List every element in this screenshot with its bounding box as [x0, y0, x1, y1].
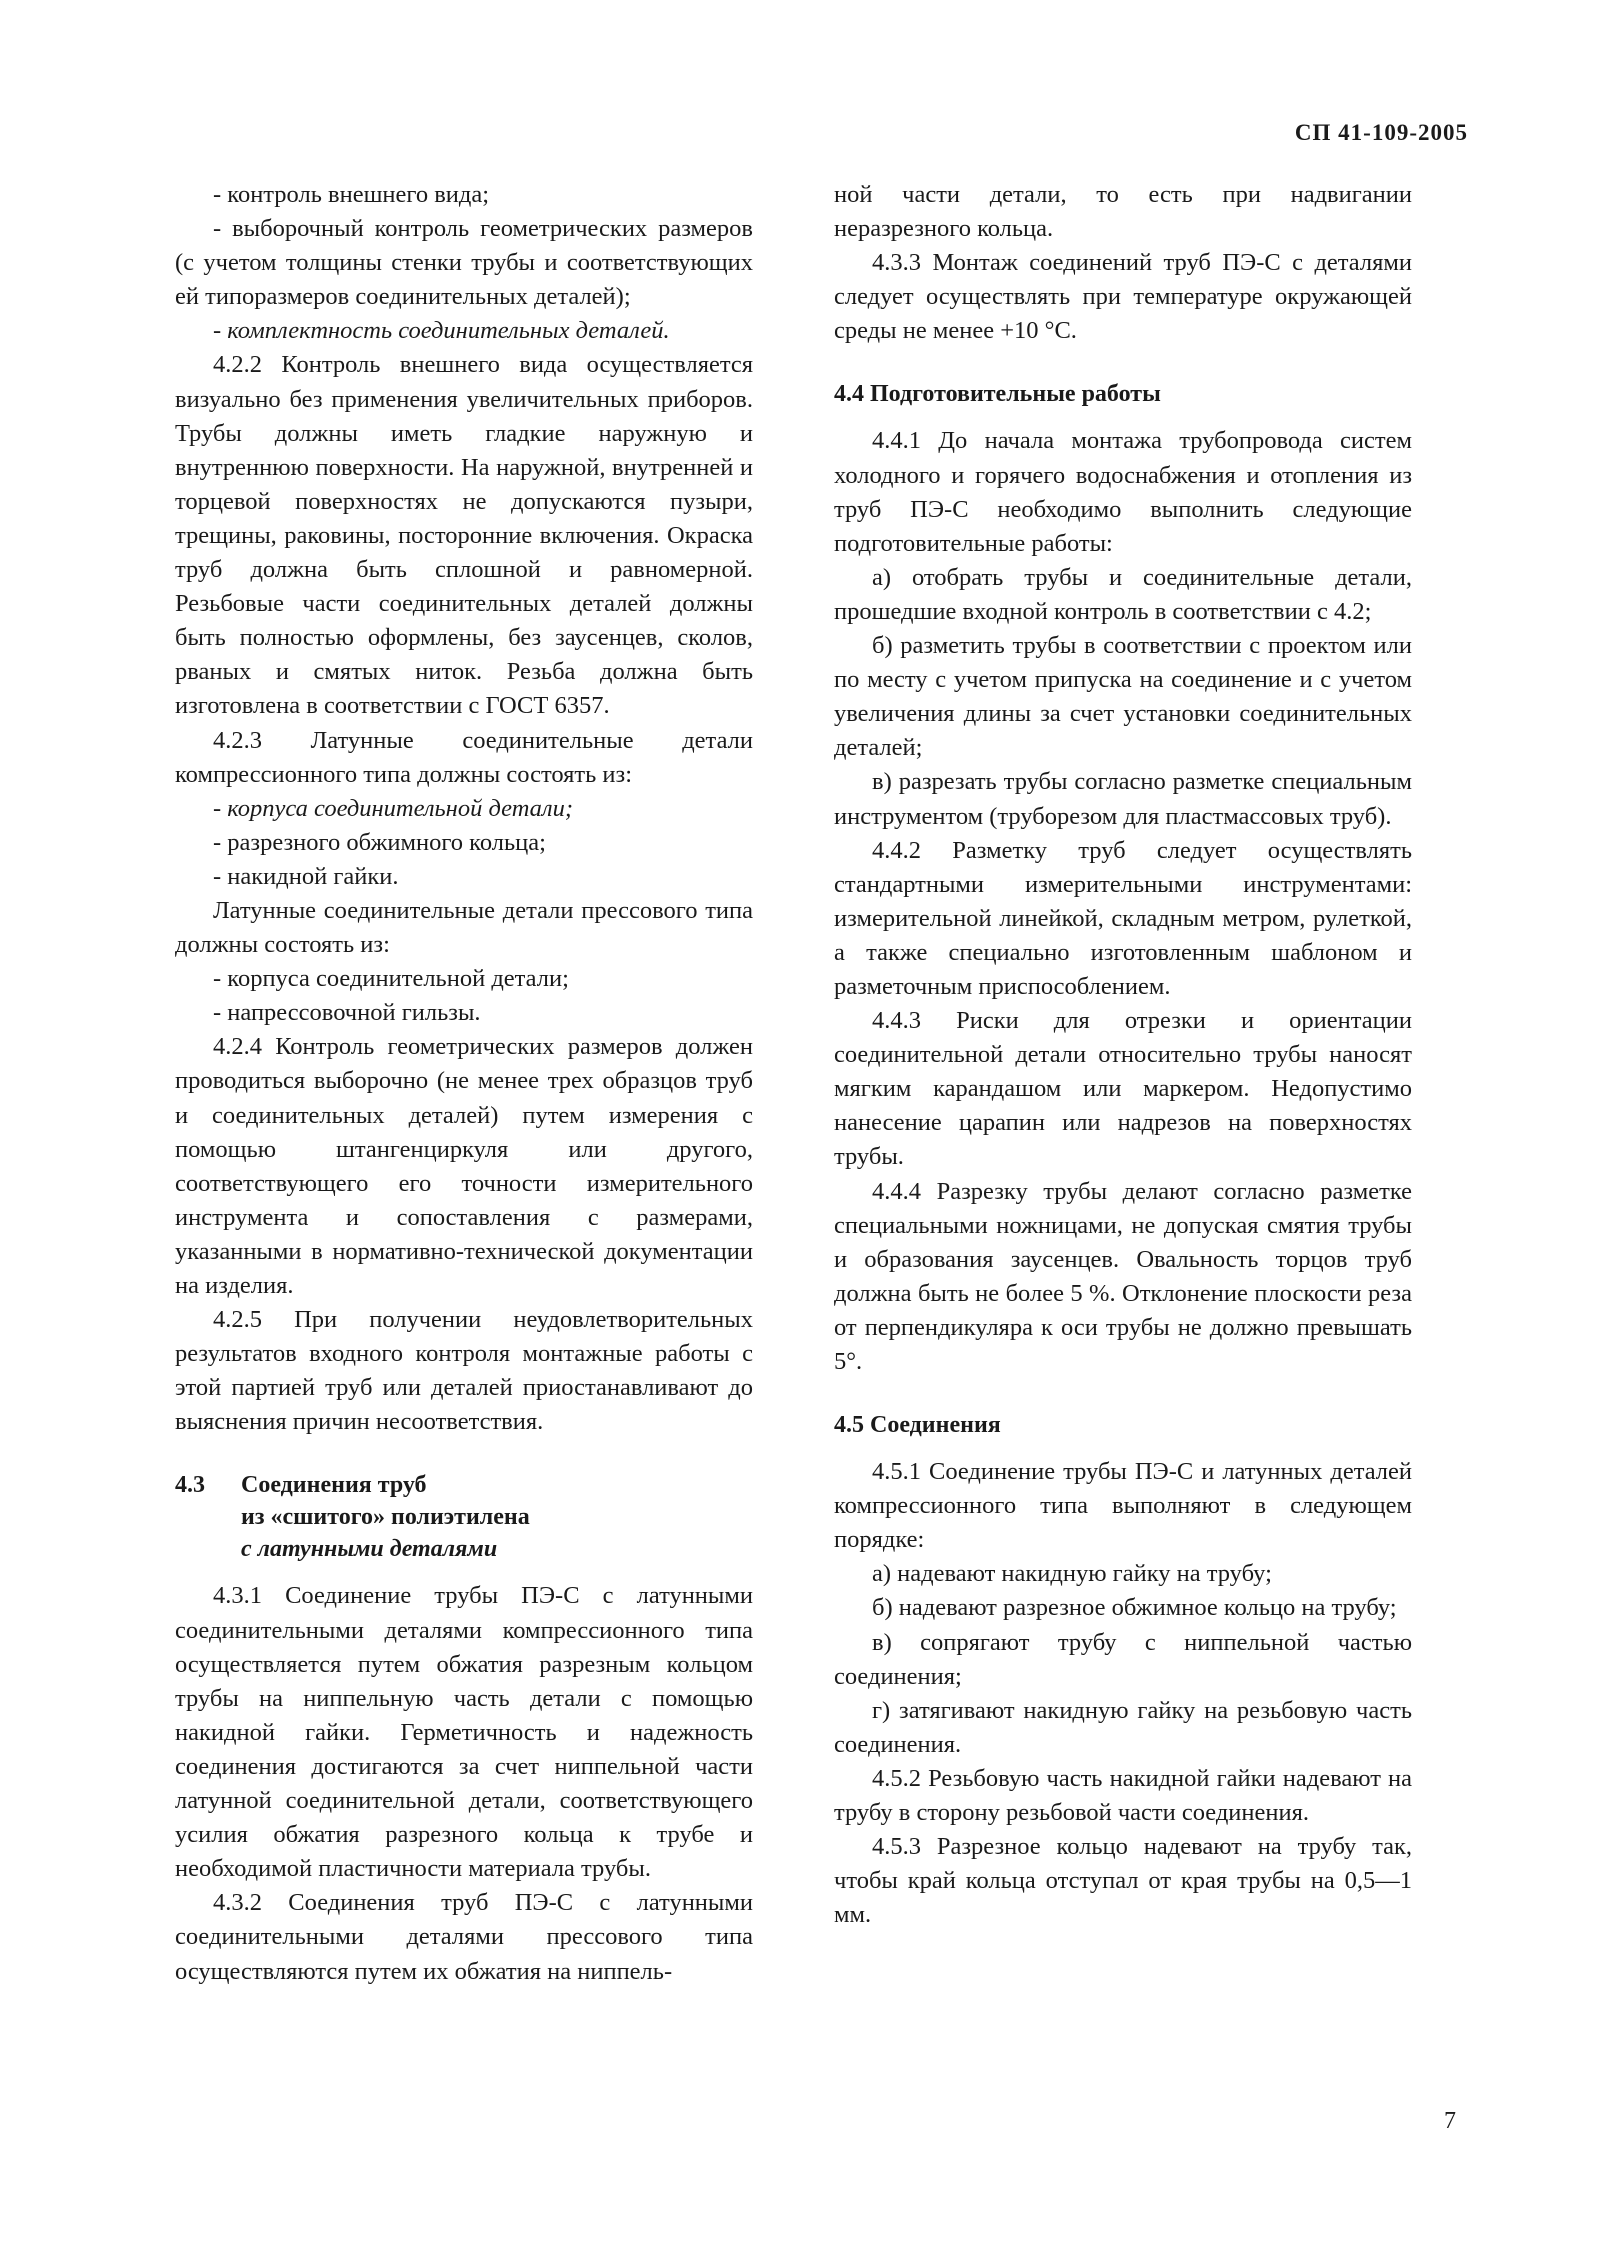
paragraph-4-4-1: 4.4.1 До начала монтажа трубопровода систем холодного и горячего водоснабжения и отопления из труб ПЭ-С необходимо выполнить следующие подготовительные работы:	[834, 427, 1412, 557]
document-code: СП 41-109-2005	[1294, 120, 1468, 145]
spacer	[175, 1439, 753, 1469]
paragraph-4-5-1: 4.5.1 Соединение трубы ПЭ-С и латунных деталей компрессионного типа выполняют в следующем порядке:	[834, 1458, 1412, 1554]
list-item: - разрезного обжимного кольца;	[213, 828, 546, 856]
paragraph-4-2-4: 4.2.4 Контроль геометрических размеров должен проводиться выборочно (не менее трех образцов труб и соединительных деталей) путем измерения с помощью штангенциркуля или другого, соответствующего его точности измерительного инструмента и сопоставления с размерами, указанными в нормативно-технической документации на изделия.	[175, 1033, 753, 1299]
section-number: 4.3	[175, 1472, 205, 1499]
paragraph-4-5-3: 4.5.3 Разрезное кольцо надевают на трубу так, чтобы край кольца отступал от края трубы на 0,5—1 мм.	[834, 1833, 1412, 1929]
list-item: - напрессовочной гильзы.	[213, 999, 481, 1027]
list-item: в) разрезать трубы согласно разметке специальным инструментом (труборезом для пластмассовых труб).	[834, 768, 1412, 830]
paragraph-4-5-2: 4.5.2 Резьбовую часть накидной гайки надевают на трубу в сторону резьбовой части соединения.	[834, 1764, 1412, 1827]
paragraph-4-3-2: 4.3.2 Соединения труб ПЭ-С с латунными соединительными деталями прессового типа осуществляются путем их обжатия на ниппель-	[175, 1889, 753, 1985]
paragraph-4-2-2: 4.2.2 Контроль внешнего вида осуществляется визуально без применения увеличительных приборов. Трубы должны иметь гладкие наружную и внутреннюю поверхности. На наружной, внутренней и торцевой поверхностях не допускаются пузыри, трещины, раковины, посторонние включения. Окраска труб должна быть сплошной и равномерной. Резьбовые части соединительных деталей должны быть полностью оформлены, без заусенцев, сколов, рваных и смятых ниток. Резьба должна быть изготовлена в соответствии с ГОСТ 6357.	[175, 351, 753, 720]
spacer	[834, 1379, 1412, 1409]
paragraph-4-3-2-continued: ной части детали, то есть при надвигании неразрезного кольца.	[834, 181, 1412, 243]
list-item: - корпуса соединительной детали;	[213, 965, 569, 993]
list-item: - корпуса соединительной детали;	[213, 794, 574, 822]
list-item: а) отобрать трубы и соединительные детали, прошедшие входной контроль в соответствии с 4.2;	[834, 563, 1412, 625]
list-item: г) затягивают накидную гайку на резьбовую часть соединения.	[834, 1696, 1412, 1758]
page-number: 7	[1444, 2108, 1456, 2134]
section-heading-4-3	[175, 1469, 753, 1565]
list-item: в) сопрягают трубу с ниппельной частью соединения;	[834, 1628, 1412, 1690]
list-item: - комплектность соединительных деталей.	[213, 317, 670, 345]
list-item: - контроль внешнего вида;	[213, 181, 490, 208]
right-column	[834, 178, 1412, 1932]
section-heading-4-5: 4.5 Соединения	[834, 1412, 1001, 1439]
section-heading-4-4: 4.4 Подготовительные работы	[834, 381, 1161, 408]
list-item: б) разметить трубы в соответствии с проектом или по месту с учетом припуска на соединение и с учетом увеличения длины за счет установки соединительных деталей;	[834, 632, 1412, 762]
spacer	[834, 1441, 1412, 1455]
spacer	[834, 348, 1412, 378]
list-item: а) надевают накидную гайку на трубу;	[872, 1560, 1272, 1588]
paragraph-4-2-5: 4.2.5 При получении неудовлетворительных результатов входного контроля монтажные работы с этой партией труб или деталей приостанавливают до выяснения причин несоответствия.	[175, 1306, 753, 1436]
paragraph-4-3-3: 4.3.3 Монтаж соединений труб ПЭ-С с деталями следует осуществлять при температуре окружающей среды не менее +10 °С.	[834, 249, 1412, 345]
left-column	[175, 178, 753, 1989]
list-item: б) надевают разрезное обжимное кольцо на трубу;	[872, 1594, 1397, 1622]
paragraph-press-type: Латунные соединительные детали прессового типа должны состоять из:	[175, 896, 753, 959]
list-item: - выборочный контроль геометрических размеров (с учетом толщины стенки трубы и соответствующих ей типоразмеров соединительных деталей);	[175, 215, 753, 311]
paragraph-4-4-4: 4.4.4 Разрезку трубы делают согласно разметке специальными ножницами, не допуская смятия трубы и образования заусенцев. Овальность торцов труб должна быть не более 5 %. Отклонение плоскости реза от перпендикуляра к оси трубы не должно превышать 5°.	[834, 1177, 1412, 1375]
section-title-line: из «сшитого» полиэтилена	[241, 1504, 530, 1531]
spacer	[834, 410, 1412, 424]
paragraph-4-4-3: 4.4.3 Риски для отрезки и ориентации соединительной детали относительно трубы наносят мягким карандашом или маркером. Недопустимо нанесение царапин или надрезов на поверхностях трубы.	[834, 1007, 1412, 1171]
paragraph-4-3-1: 4.3.1 Соединение трубы ПЭ-С с латунными соединительными деталями компрессионного типа осуществляется путем обжатия разрезным кольцом трубы на ниппельную часть детали с помощью накидной гайки. Герметичность и надежность соединения достигаются за счет ниппельной части латунной соединительной детали, соответствующего усилия обжатия разрезного кольца к трубе и необходимой пластичности материала трубы.	[175, 1582, 753, 1883]
list-item: - накидной гайки.	[213, 862, 399, 890]
spacer	[175, 1565, 753, 1579]
section-title-line: с латунными деталями	[241, 1536, 498, 1563]
paragraph-4-4-2: 4.4.2 Разметку труб следует осуществлять стандартными измерительными инструментами: измерительной линейкой, складным метром, рулеткой, а также специально изготовленным шаблоном и разметочным приспособлением.	[834, 836, 1412, 1000]
paragraph-4-2-3: 4.2.3 Латунные соединительные детали компрессионного типа должны состоять из:	[175, 726, 753, 788]
section-title-line: Соединения труб	[241, 1472, 427, 1499]
